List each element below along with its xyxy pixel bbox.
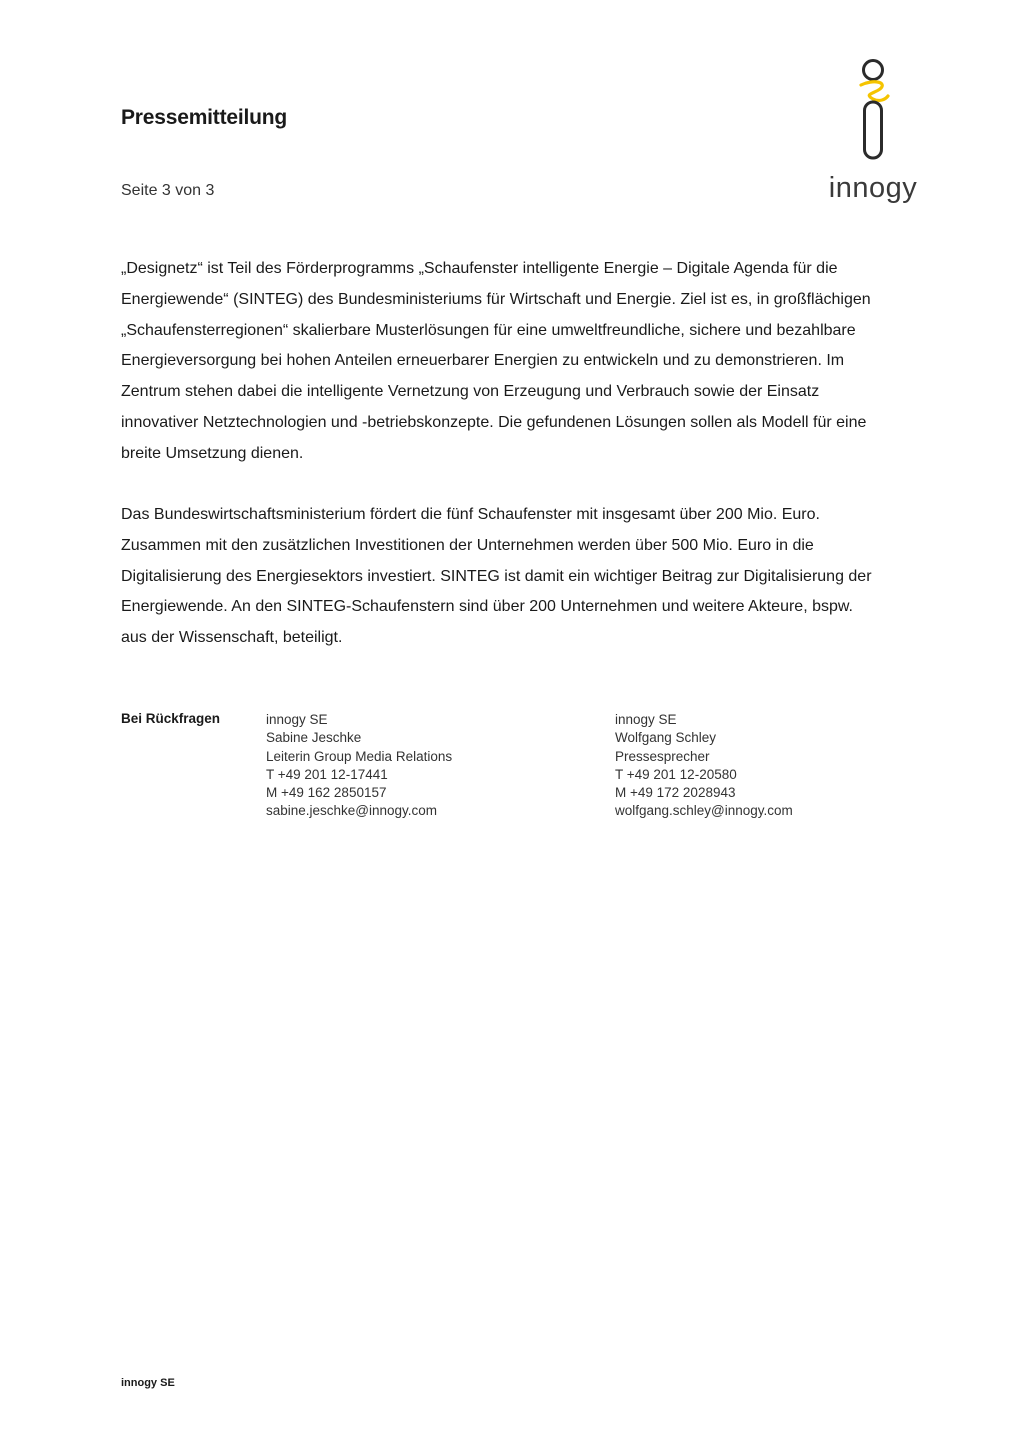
contact-mobile: M +49 162 2850157	[266, 785, 387, 801]
paragraph-line: Energiewende“ (SINTEG) des Bundesministeriums für Wirtschaft und Energie. Ziel ist es, in großflächigen	[121, 290, 871, 308]
contact-company: innogy SE	[615, 712, 677, 727]
paragraph-line: „Designetz“ ist Teil des Förderprogramms „Schaufenster intelligente Energie – Digitale Agenda für die	[121, 260, 838, 277]
contact-card	[615, 711, 793, 821]
contact-email-link[interactable]: sabine.jeschke@innogy.com	[266, 803, 438, 819]
contact-phone: T +49 201 12-17441	[266, 766, 388, 782]
contact-role: Leiterin Group Media Relations	[266, 748, 453, 764]
contact-card	[266, 711, 452, 821]
logo-wordmark: innogy	[828, 172, 918, 204]
contact-name: Sabine Jeschke	[266, 730, 362, 746]
paragraph-line: innovativer Netztechnologien und -betriebskonzepte. Die gefundenen Lösungen sollen als Modell für eine	[121, 413, 867, 431]
paragraph-line: Zusammen mit den zusätzlichen Investitionen der Unternehmen werden über 500 Mio. Euro in die	[121, 536, 814, 554]
page-number: Seite 3 von 3	[121, 182, 215, 199]
paragraph-line: Energieversorgung bei hohen Anteilen erneuerbarer Energien zu entwickeln und zu demonstrieren. Im	[121, 352, 845, 370]
innogy-logo	[818, 56, 928, 208]
paragraph-line: „Schaufensterregionen“ skalierbare Musterlösungen für eine umweltfreundliche, sichere und bezahlbare	[121, 321, 856, 339]
page-title: Pressemitteilung	[121, 106, 288, 129]
paragraph-line: Digitalisierung des Energiesektors investiert. SINTEG ist damit ein wichtiger Beitrag zur Digitalisierung der	[121, 567, 872, 585]
paragraph-line: breite Umsetzung dienen.	[121, 444, 304, 462]
contact-phone: T +49 201 12-20580	[615, 766, 737, 782]
contact-mobile: M +49 172 2028943	[615, 785, 736, 801]
paragraph-line: Das Bundeswirtschaftsministerium fördert die fünf Schaufenster mit insgesamt über 200 Mio. Euro.	[121, 506, 820, 523]
paragraph-line: Energiewende. An den SINTEG-Schaufenstern sind über 200 Unternehmen und weitere Akteure, bspw.	[121, 598, 853, 616]
paragraph-funding	[121, 500, 936, 654]
contact-role: Pressesprecher	[615, 748, 710, 764]
footer-company: innogy SE	[121, 1377, 175, 1389]
innogy-i-icon	[818, 56, 928, 166]
paragraph-sinteg	[121, 254, 936, 470]
contacts-label: Bei Rückfragen	[121, 711, 221, 726]
contact-company: innogy SE	[266, 712, 328, 727]
contact-email-link[interactable]: wolfgang.schley@innogy.com	[615, 803, 793, 819]
contact-name: Wolfgang Schley	[615, 730, 717, 746]
paragraph-line: aus der Wissenschaft, beteiligt.	[121, 629, 343, 647]
paragraph-line: Zentrum stehen dabei die intelligente Vernetzung von Erzeugung und Verbrauch sowie der Einsatz	[121, 383, 820, 401]
